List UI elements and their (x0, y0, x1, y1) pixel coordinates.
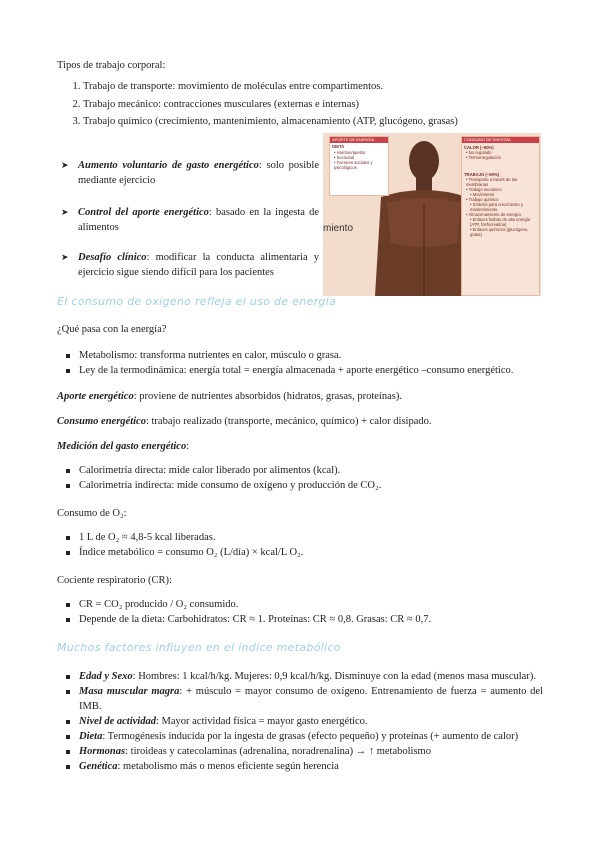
list-item: Genética: metabolismo más o menos eficiente según herencia (63, 759, 543, 774)
list-item: 1 L de O₂ ≈ 4,8-5 kcal liberadas. (63, 530, 553, 545)
arrow-bullet-icon: ➤ (61, 207, 69, 217)
energy-list (63, 348, 553, 378)
o2-list (63, 530, 553, 560)
section-heading: Muchos factores influyen en el índice metabólico (57, 641, 341, 654)
work-types-list (62, 79, 553, 132)
arrow-bullet-icon: ➤ (61, 252, 69, 262)
energy-output-box: CONSUMO DE ENERGÍA CALOR (~50%) • No regulado • Termorregulación TRABAJO (~50%) • Transporte a través de las membranas • Trabajo mecánico • Movimiento • Trabajo químico • Síntesis para crecimiento y mantenimiento • Almacenamiento de energía • Enlaces fosfato de alta energía (ATP, fosfocreatina) • Enlaces químicos (glucógeno, grasa) (461, 136, 540, 296)
list-item: Metabolismo: transforma nutrientes en calor, músculo o grasa. (63, 348, 553, 363)
medicion-paragraph: Medición del gasto energético: (57, 441, 190, 452)
list-item: Hormonas: tiroideas y catecolaminas (adrenalina, noradrenalina) → ↑ metabolismo (63, 744, 543, 759)
figure-cut-label: miento (323, 223, 354, 234)
list-item: Calorimetría directa: mide calor liberado por alimentos (kcal). (63, 463, 553, 478)
list-item: 1. Trabajo de transporte: movimiento de moléculas entre compartimentos. (83, 79, 553, 97)
aporte-paragraph: Aporte energético: proviene de nutrientes absorbidos (hidratos, grasas, proteínas). (57, 391, 402, 402)
arrow-item: ➤ Aumento voluntario de gasto energético: solo posible mediante ejercicio (61, 160, 319, 186)
intro-text: Tipos de trabajo corporal: (57, 60, 166, 71)
section-heading: El consumo de oxígeno refleja el uso de energía (57, 295, 337, 308)
consumo-paragraph: Consumo energético: trabajo realizado (transporte, mecánico, químico) + calor disipado. (57, 416, 432, 427)
list-item: Calorimetría indirecta: mide consumo de oxígeno y producción de CO₂. (63, 478, 553, 493)
list-item: Dieta: Termogénesis inducida por la ingesta de grasas (efecto pequeño) y proteínas (+ aumento de calor) (63, 729, 543, 744)
question-text: ¿Qué pasa con la energía? (57, 324, 167, 335)
list-item: Depende de la dieta: Carbohidratos: CR ≈ 1. Proteínas: CR ≈ 0,8. Grasas: CR ≈ 0,7. (63, 612, 553, 627)
list-item: Masa muscular magra: + músculo = mayor consumo de oxígeno. Entrenamiento de fuerza = aumento del IMB. (63, 684, 543, 714)
arrow-item: ➤ Desafío clínico: modificar la conducta alimentaria y ejercicio sigue siendo difícil para los pacientes (61, 252, 320, 278)
energy-balance-figure (323, 133, 541, 296)
list-item: Nivel de actividad: Mayor actividad física = mayor gasto energético. (63, 714, 543, 729)
medicion-list (63, 463, 553, 493)
list-item: Ley de la termodinámica: energía total = energía almacenada + aporte energético –consumo energético. (63, 363, 553, 378)
o2-title: Consumo de O₂: (57, 508, 127, 519)
energy-input-box: APORTE DE ENERGÍA DIETA • Hambre/apetito • Sociedad • Factores sociales y psicológicos (329, 136, 389, 196)
list-item: Edad y Sexo: Hombres: 1 kcal/h/kg. Mujeres: 0,9 kcal/h/kg. Disminuye con la edad (menos masa muscular). (63, 669, 543, 684)
list-item: 3. Trabajo químico (crecimiento, mantenimiento, almacenamiento (ATP, glucógeno, grasas) (83, 114, 553, 132)
cr-list (63, 597, 553, 627)
list-item: Índice metabólico = consumo O₂ (L/día) × kcal/L O₂. (63, 545, 553, 560)
cr-title: Cociente respiratorio (CR): (57, 575, 172, 586)
arrow-item: ➤ Control del aporte energético: basado en la ingesta de alimentos (61, 207, 319, 233)
factors-list (63, 669, 543, 774)
arrow-bullet-icon: ➤ (61, 160, 69, 170)
list-item: 2. Trabajo mecánico: contracciones musculares (externas e internas) (83, 97, 553, 115)
list-item: CR = CO₂ producido / O₂ consumido. (63, 597, 553, 612)
